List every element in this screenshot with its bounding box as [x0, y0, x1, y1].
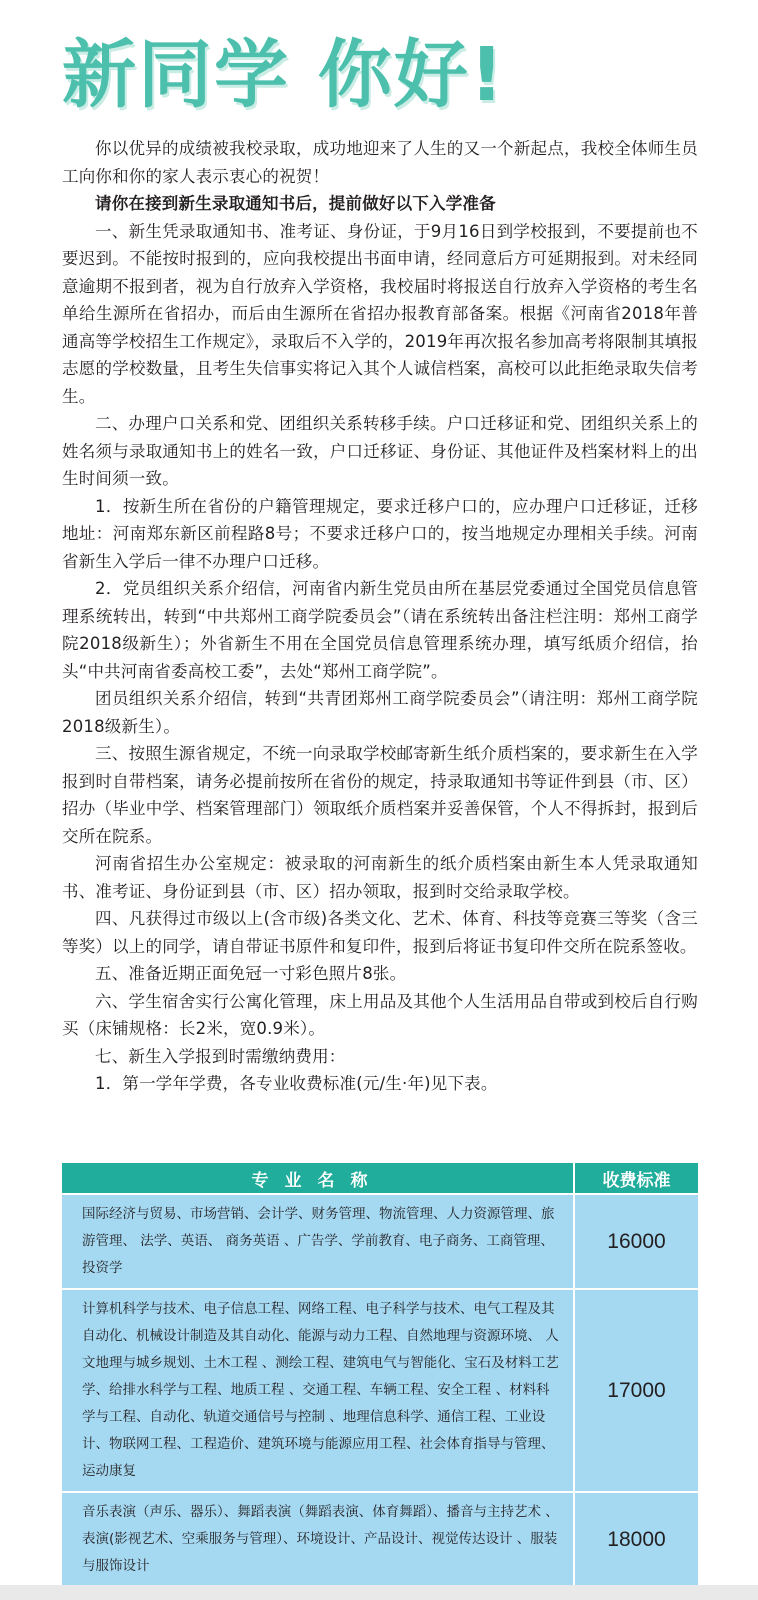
- item-7-fees: 七、新生入学报到时需缴纳费用：: [95, 1046, 346, 1066]
- fee-cell: 17000: [574, 1289, 698, 1492]
- notice-body: [62, 135, 698, 1098]
- bottom-divider: [0, 1585, 758, 1600]
- fee-table-header: [62, 1163, 698, 1194]
- item-6-dormitory: 六、学生宿舍实行公寓化管理，床上用品及其他个人生活用品自带或到校后自行购买（床铺规格：长2米，宽0.9米）。: [62, 991, 698, 1038]
- greeting-paragraph: 你以优异的成绩被我校录取，成功地迎来了人生的又一个新起点，我校全体师生员工向你和你的家人表示衷心的祝贺！: [62, 139, 698, 186]
- item-5-photos: 五、准备近期正面免冠一寸彩色照片8张。: [95, 964, 407, 983]
- item-1-registration: 一、新生凭录取通知书、准考证、身份证，于9月16日到学校报到，不要提前也不要迟到。不能按时报到的，应向我校提出书面申请，经同意后方可延期报到。对未经同意逾期不报到者，视为自行放弃入学资格，我校届时将报送自行放弃入学资格的考生名单给生源所在省招办，而后由生源所在省招办报教育部备案。根据《河南省2018年普通高等学校招生工作规定》，录取后不入学的，2019年再次报名参加高考将限制其填报志愿的学校数量，且考生失信事实将记入其个人诚信档案，高校可以此拒绝录取失信考生。: [62, 221, 698, 406]
- item-2-league: 团员组织关系介绍信，转到“共青团郑州工商学院委员会”（请注明：郑州工商学院2018级新生）。: [62, 689, 698, 736]
- item-2-1-household: 1．按新生所在省份的户籍管理规定，要求迁移户口的，应办理户口迁移证，迁移地址：河南郑东新区前程路8号；不要求迁移户口的，按当地规定办理相关手续。河南省新生入学后一律不办理户口迁移。: [62, 496, 698, 571]
- item-2-relations: 二、办理户口关系和党、团组织关系转移手续。户口迁移证和党、团组织关系上的姓名须与录取通知书上的姓名一致，户口迁移证、身份证、其他证件及档案材料上的出生时间须一致。: [62, 414, 698, 488]
- item-3-henan-rule: 河南省招生办公室规定：被录取的河南新生的纸介质档案由新生本人凭录取通知书、准考证、身份证到县（市、区）招办领取，报到时交给录取学校。: [62, 854, 698, 901]
- item-2-2-party: 2．党员组织关系介绍信，河南省内新生党员由所在基层党委通过全国党员信息管理系统转出，转到“中共郑州工商学院委员会”（请在系统转出备注栏注明：郑州工商学院2018级新生）；外省新生不用在全国党员信息管理系统办理，填写纸质介绍信，抬头“中共河南省委高校工委”，去处“郑州工商学院”。: [62, 579, 698, 681]
- preparation-heading: 请你在接到新生录取通知书后，提前做好以下入学准备: [95, 194, 496, 213]
- table-row: [62, 1289, 698, 1492]
- table-row: [62, 1194, 698, 1289]
- header-major: 专业名称: [62, 1163, 574, 1194]
- fee-cell: 16000: [574, 1194, 698, 1289]
- fee-cell: 18000: [574, 1492, 698, 1586]
- page-title: 新同学 你好!: [62, 32, 506, 118]
- item-7-1-tuition: 1．第一学年学费，各专业收费标准(元/生·年)见下表。: [95, 1074, 498, 1093]
- majors-cell: 计算机科学与技术、电子信息工程、网络工程、电子科学与技术、电气工程及其自动化、机械设计制造及其自动化、能源与动力工程、自然地理与资源环境、 人文地理与城乡规划、土木工程 、测绘工程、建筑电气与智能化、宝石及材料工艺学、给排水科学与工程、地质工程 、交通工程、车辆工程、安全工程 、材料科学与工程、自动化、轨道交通信号与控制 、地理信息科学、通信工程、工业设计、物联网工程、工程造价、建筑环境与能源应用工程、社会体育指导与管理、运动康复: [62, 1289, 574, 1492]
- header-fee: 收费标准: [574, 1163, 698, 1194]
- majors-cell: 国际经济与贸易、市场营销、会计学、财务管理、物流管理、人力资源管理、旅游管理、 法学、英语、 商务英语 、广告学、学前教育、电子商务、工商管理、投资学: [62, 1194, 574, 1289]
- majors-cell: 音乐表演（声乐、器乐）、舞蹈表演（舞蹈表演、体育舞蹈）、播音与主持艺术 、表演(影视艺术、空乘服务与管理）、环境设计、产品设计、视觉传达设计 、服装与服饰设计: [62, 1492, 574, 1586]
- item-3-archives: 三、按照生源省规定，不统一向录取学校邮寄新生纸介质档案的，要求新生在入学报到时自带档案，请务必提前按所在省份的规定，持录取通知书等证件到县（市、区）招办（毕业中学、档案管理部门）领取纸介质档案并妥善保管，个人不得拆封，报到后交所在院系。: [62, 744, 698, 846]
- fee-table: [62, 1163, 698, 1586]
- item-4-certificates: 四、凡获得过市级以上(含市级)各类文化、艺术、体育、科技等竞赛三等奖（含三等奖）以上的同学，请自带证书原件和复印件，报到后将证书复印件交所在院系签收。: [62, 909, 698, 956]
- table-row: [62, 1492, 698, 1586]
